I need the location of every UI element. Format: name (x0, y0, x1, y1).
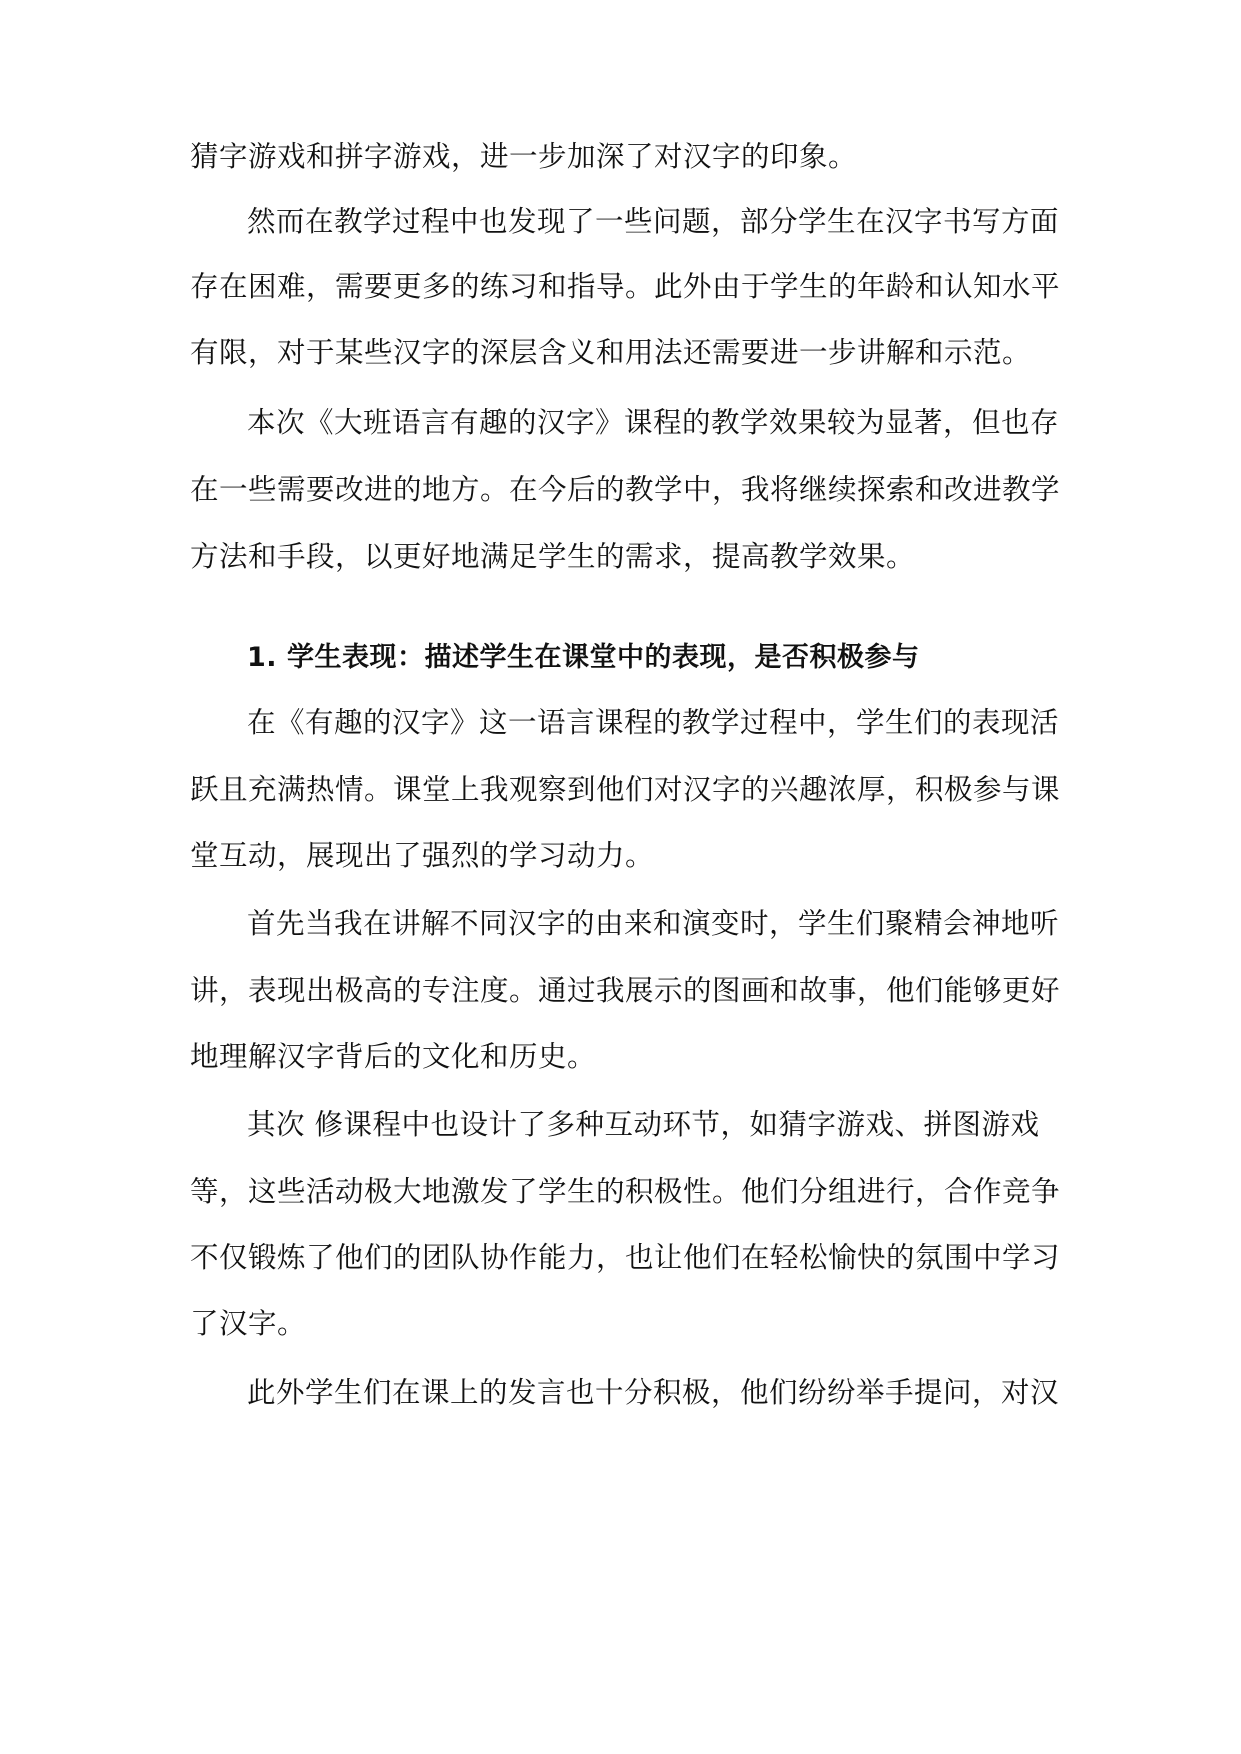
text-line: 在一些需要改进的地方。在今后的教学中，我将继续探索和改进教学 (190, 473, 1061, 506)
text-line: 存在困难，需要更多的练习和指导。此外由于学生的年龄和认知水平 (190, 270, 1061, 303)
section-heading: 1. 学生表现：描述学生在课堂中的表现，是否积极参与 (247, 642, 920, 673)
text-line: 跃且充满热情。课堂上我观察到他们对汉字的兴趣浓厚，积极参与课 (190, 773, 1061, 806)
paragraph-start: 其次 修课程中也设计了多种互动环节，如猜字游戏、拼图游戏 (247, 1108, 1040, 1141)
text-line: 猜字游戏和拼字游戏，进一步加深了对汉字的印象。 (190, 140, 858, 173)
text-line: 等，这些活动极大地激发了学生的积极性。他们分组进行，合作竞争 (190, 1175, 1061, 1208)
text-line: 讲，表现出极高的专注度。通过我展示的图画和故事，他们能够更好 (190, 974, 1061, 1007)
text-line: 不仅锻炼了他们的团队协作能力，也让他们在轻松愉快的氛围中学习 (190, 1241, 1061, 1274)
paragraph-start: 然而在教学过程中也发现了一些问题，部分学生在汉字书写方面 (247, 205, 1060, 238)
text-line: 方法和手段，以更好地满足学生的需求，提高教学效果。 (190, 540, 916, 573)
paragraph-start: 在《有趣的汉字》这一语言课程的教学过程中，学生们的表现活 (247, 706, 1060, 739)
paragraph-start: 本次《大班语言有趣的汉字》课程的教学效果较为显著，但也存 (247, 406, 1060, 439)
paragraph-start: 此外学生们在课上的发言也十分积极，他们纷纷举手提问，对汉 (247, 1376, 1060, 1409)
text-line: 堂互动，展现出了强烈的学习动力。 (190, 839, 655, 872)
text-line: 地理解汉字背后的文化和历史。 (190, 1040, 597, 1073)
text-line: 了汉字。 (190, 1307, 307, 1340)
text-line: 有限，对于某些汉字的深层含义和用法还需要进一步讲解和示范。 (190, 336, 1032, 369)
paragraph-start: 首先当我在讲解不同汉字的由来和演变时，学生们聚精会神地听 (247, 907, 1060, 940)
